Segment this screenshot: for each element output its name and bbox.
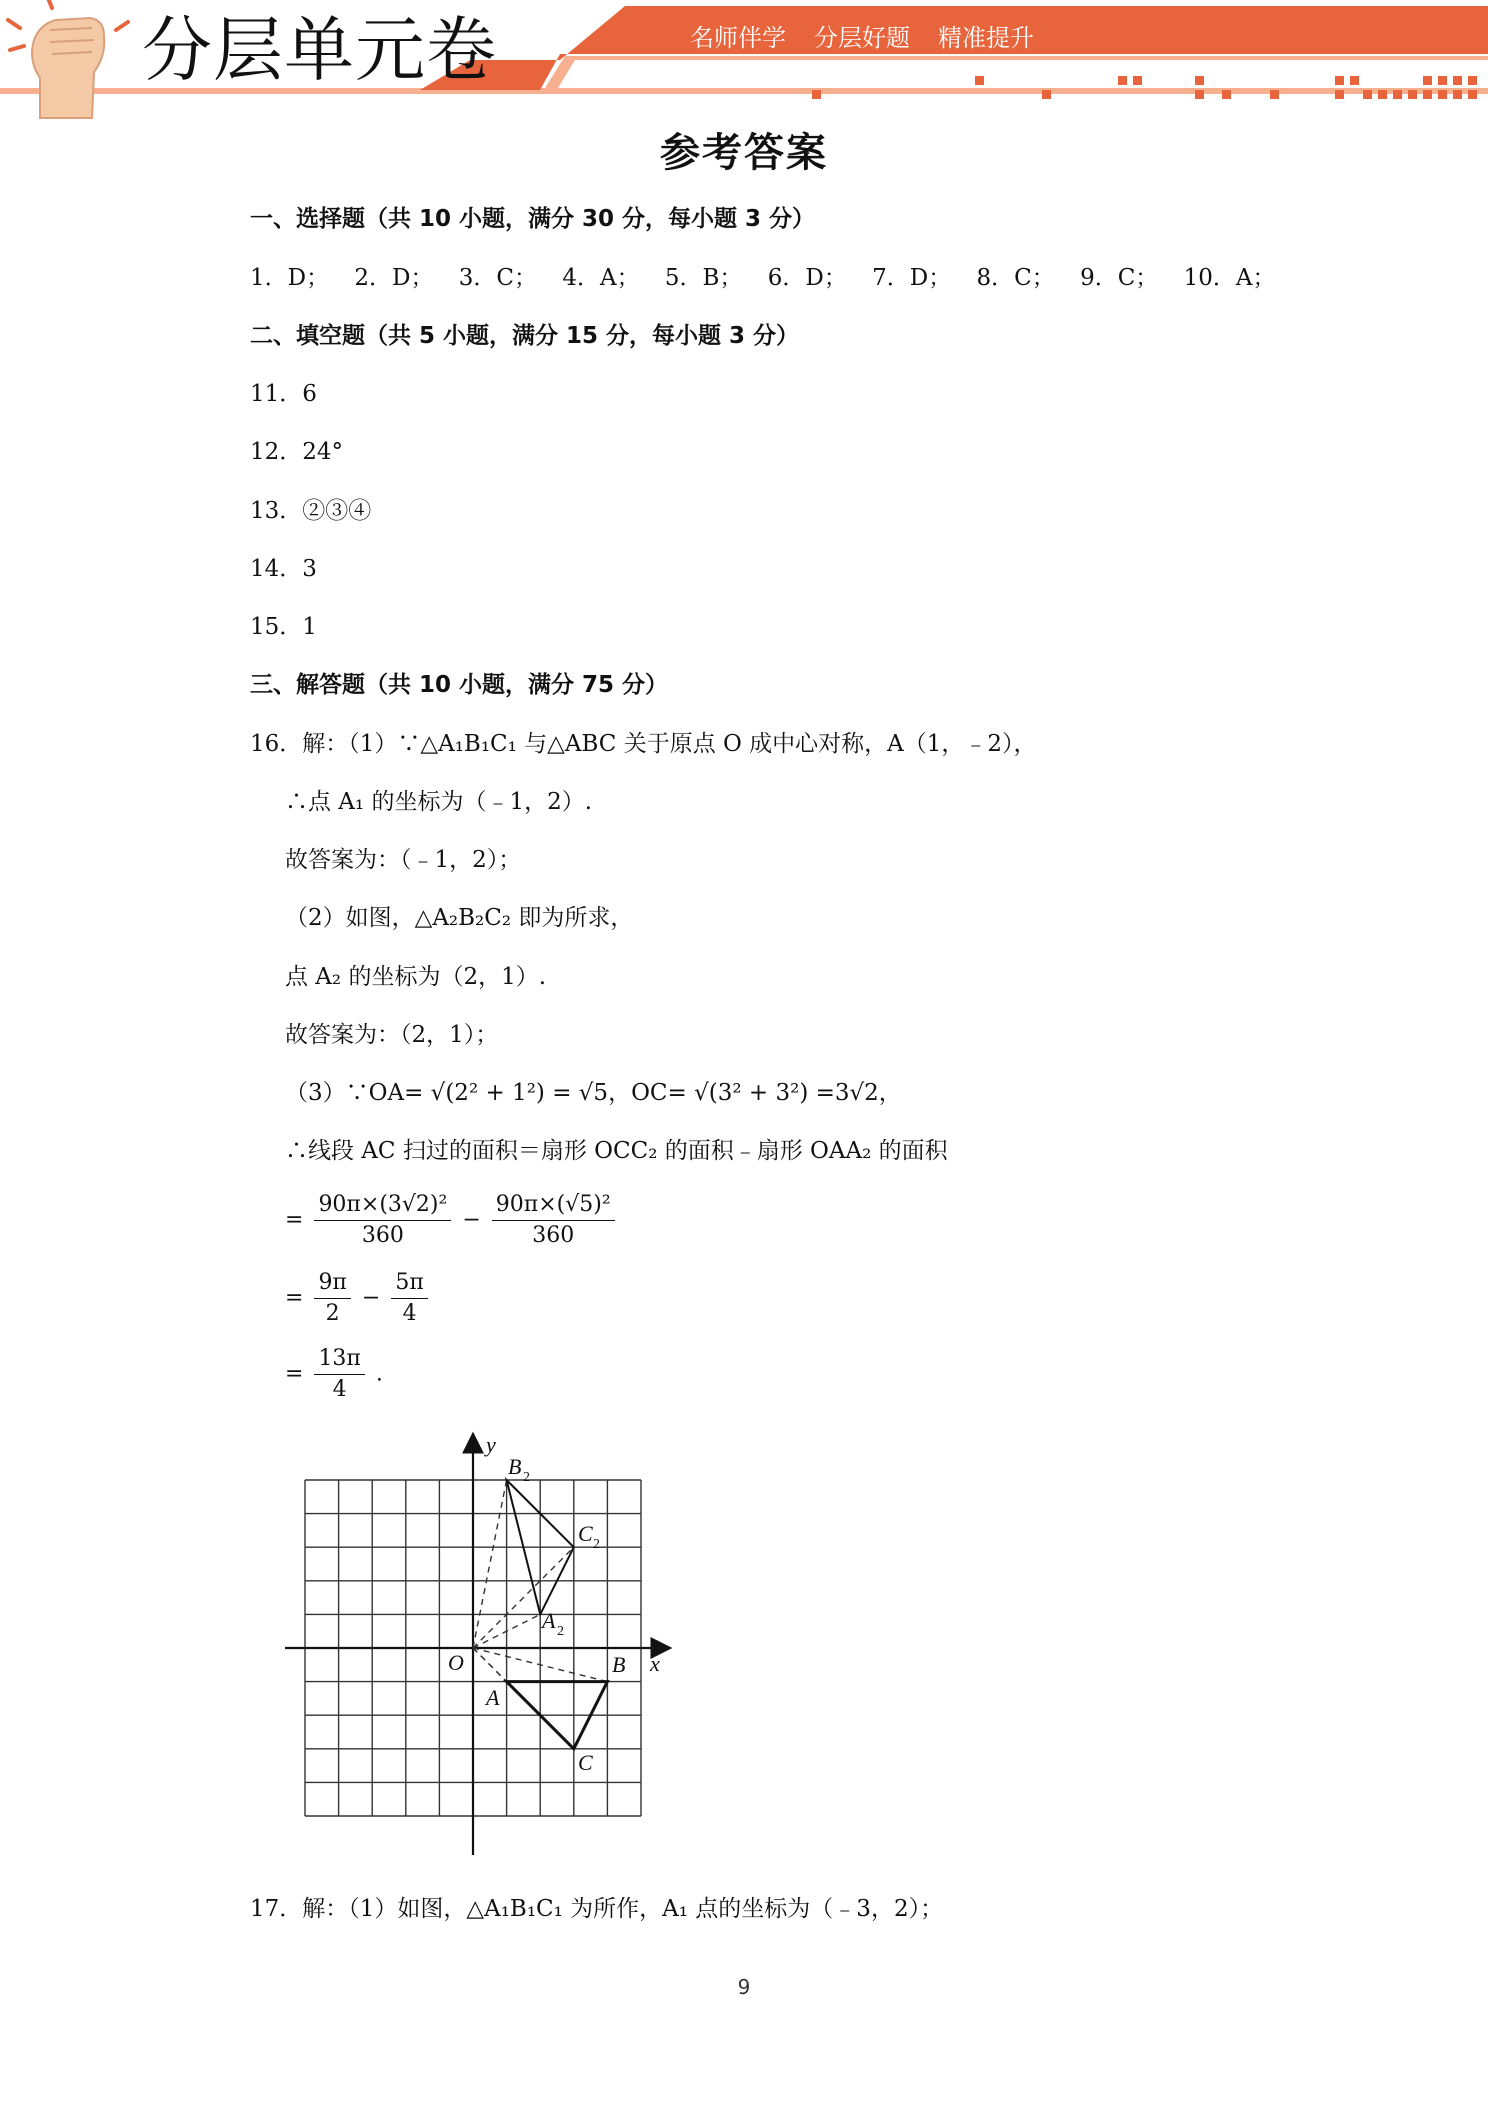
answer-13: 13．②③④: [250, 498, 372, 524]
fraction-denominator: 360: [532, 1223, 575, 1248]
q16-math-step-2: [285, 1270, 432, 1327]
choice-answers: [250, 262, 1294, 294]
x-axis-label: x: [650, 1651, 660, 1676]
q16-math-step-1: [285, 1192, 619, 1249]
slogan-3: 精准提升: [938, 24, 1034, 52]
answer-6: 6．D；: [767, 265, 847, 291]
fraction: [492, 1192, 615, 1249]
point-b2-subscript: 2: [523, 1470, 530, 1485]
decorative-squares: [812, 76, 1477, 99]
q17-line-1: 17．解：（1）如图，△A₁B₁C₁ 为所作，A₁ 点的坐标为（﹣3，2）；: [250, 1896, 944, 1922]
fraction-denominator: 2: [325, 1301, 340, 1326]
q16-line-1: 16．解：（1）∵△A₁B₁C₁ 与△ABC 关于原点 O 成中心对称，A（1，﹣2），: [250, 731, 1037, 757]
point-a2-label: A: [542, 1608, 556, 1633]
brand-title: 分层单元卷: [142, 9, 497, 91]
fraction-numerator: 90π×(√5)²: [492, 1192, 615, 1221]
answer-2: 2．D；: [354, 265, 434, 291]
answer-11: 11．6: [250, 381, 317, 407]
answer-1: 1．D；: [250, 265, 330, 291]
q16-line-5: 点 A₂ 的坐标为（2，1）.: [285, 964, 547, 990]
q16-math-step-3: [285, 1346, 383, 1403]
coordinate-figure: [280, 1430, 680, 1864]
answer-9: 9．C；: [1080, 265, 1159, 291]
answer-14: 14．3: [250, 556, 317, 582]
fraction-denominator: 4: [402, 1301, 417, 1326]
q16-line-7: （3）∵OA= √(2² + 1²) = √5，OC= √(3² + 3²) =3√2，: [285, 1080, 902, 1106]
point-b2-label: B: [508, 1454, 522, 1479]
point-a-label: A: [486, 1685, 500, 1710]
coordinate-grid-svg: [280, 1430, 680, 1860]
answer-10: 10．A；: [1183, 265, 1276, 291]
minus-sign: −: [361, 1285, 381, 1311]
fraction-denominator: 4: [332, 1377, 347, 1402]
answer-12: 12．24°: [250, 439, 344, 465]
fraction: [314, 1270, 350, 1327]
fraction: [314, 1346, 364, 1403]
point-c2-subscript: 2: [593, 1537, 600, 1552]
slogan-2: 分层好题: [814, 24, 910, 52]
answer-5: 5．B；: [664, 265, 743, 291]
q16-line-8: ∴线段 AC 扫过的面积＝扇形 OCC₂ 的面积﹣扇形 OAA₂ 的面积: [285, 1138, 948, 1164]
equals-sign: =: [285, 1361, 304, 1387]
page-header: [0, 0, 1488, 122]
equals-sign: =: [285, 1207, 304, 1233]
q16-line-4: （2）如图，△A₂B₂C₂ 即为所求，: [285, 905, 634, 931]
fraction-numerator: 90π×(3√2)²: [314, 1192, 451, 1221]
fist-icon: [8, 0, 128, 118]
answer-8: 8．C；: [976, 265, 1055, 291]
point-c-label: C: [578, 1750, 593, 1775]
fraction-numerator: 5π: [391, 1270, 427, 1299]
fraction-numerator: 9π: [314, 1270, 350, 1299]
point-a2-subscript: 2: [557, 1624, 564, 1639]
point-b-label: B: [612, 1652, 626, 1677]
fraction-numerator: 13π: [314, 1346, 364, 1375]
banner-accent: [545, 56, 1488, 88]
answer-3: 3．C；: [458, 265, 538, 291]
header-slogans: [690, 18, 1034, 58]
q16-line-6: 故答案为：（2，1）；: [285, 1022, 499, 1048]
section-3-title: 三、解答题（共 10 小题，满分 75 分）: [250, 672, 669, 698]
fraction: [314, 1192, 451, 1249]
answer-4: 4．A；: [562, 265, 640, 291]
period: .: [375, 1361, 383, 1387]
fraction-denominator: 360: [361, 1223, 404, 1248]
minus-sign: −: [462, 1207, 481, 1233]
fraction: [391, 1270, 427, 1327]
answer-15: 15．1: [250, 614, 317, 640]
point-c2-label: C: [578, 1521, 593, 1546]
q16-line-2: ∴点 A₁ 的坐标为（﹣1，2）.: [285, 789, 593, 815]
page-title: 参考答案: [660, 130, 828, 176]
equals-sign: =: [285, 1285, 304, 1311]
section-2-title: 二、填空题（共 5 小题，满分 15 分，每小题 3 分）: [250, 323, 800, 349]
point-labels: [448, 1432, 660, 1775]
page-number: 9: [737, 1975, 751, 1999]
answer-7: 7．D；: [872, 265, 952, 291]
q16-line-3: 故答案为：（﹣1，2）；: [285, 847, 522, 873]
section-1-title: 一、选择题（共 10 小题，满分 30 分，每小题 3 分）: [250, 206, 816, 232]
slogan-1: 名师伴学: [690, 24, 786, 52]
origin-label: O: [448, 1650, 464, 1675]
y-axis-label: y: [486, 1432, 496, 1457]
